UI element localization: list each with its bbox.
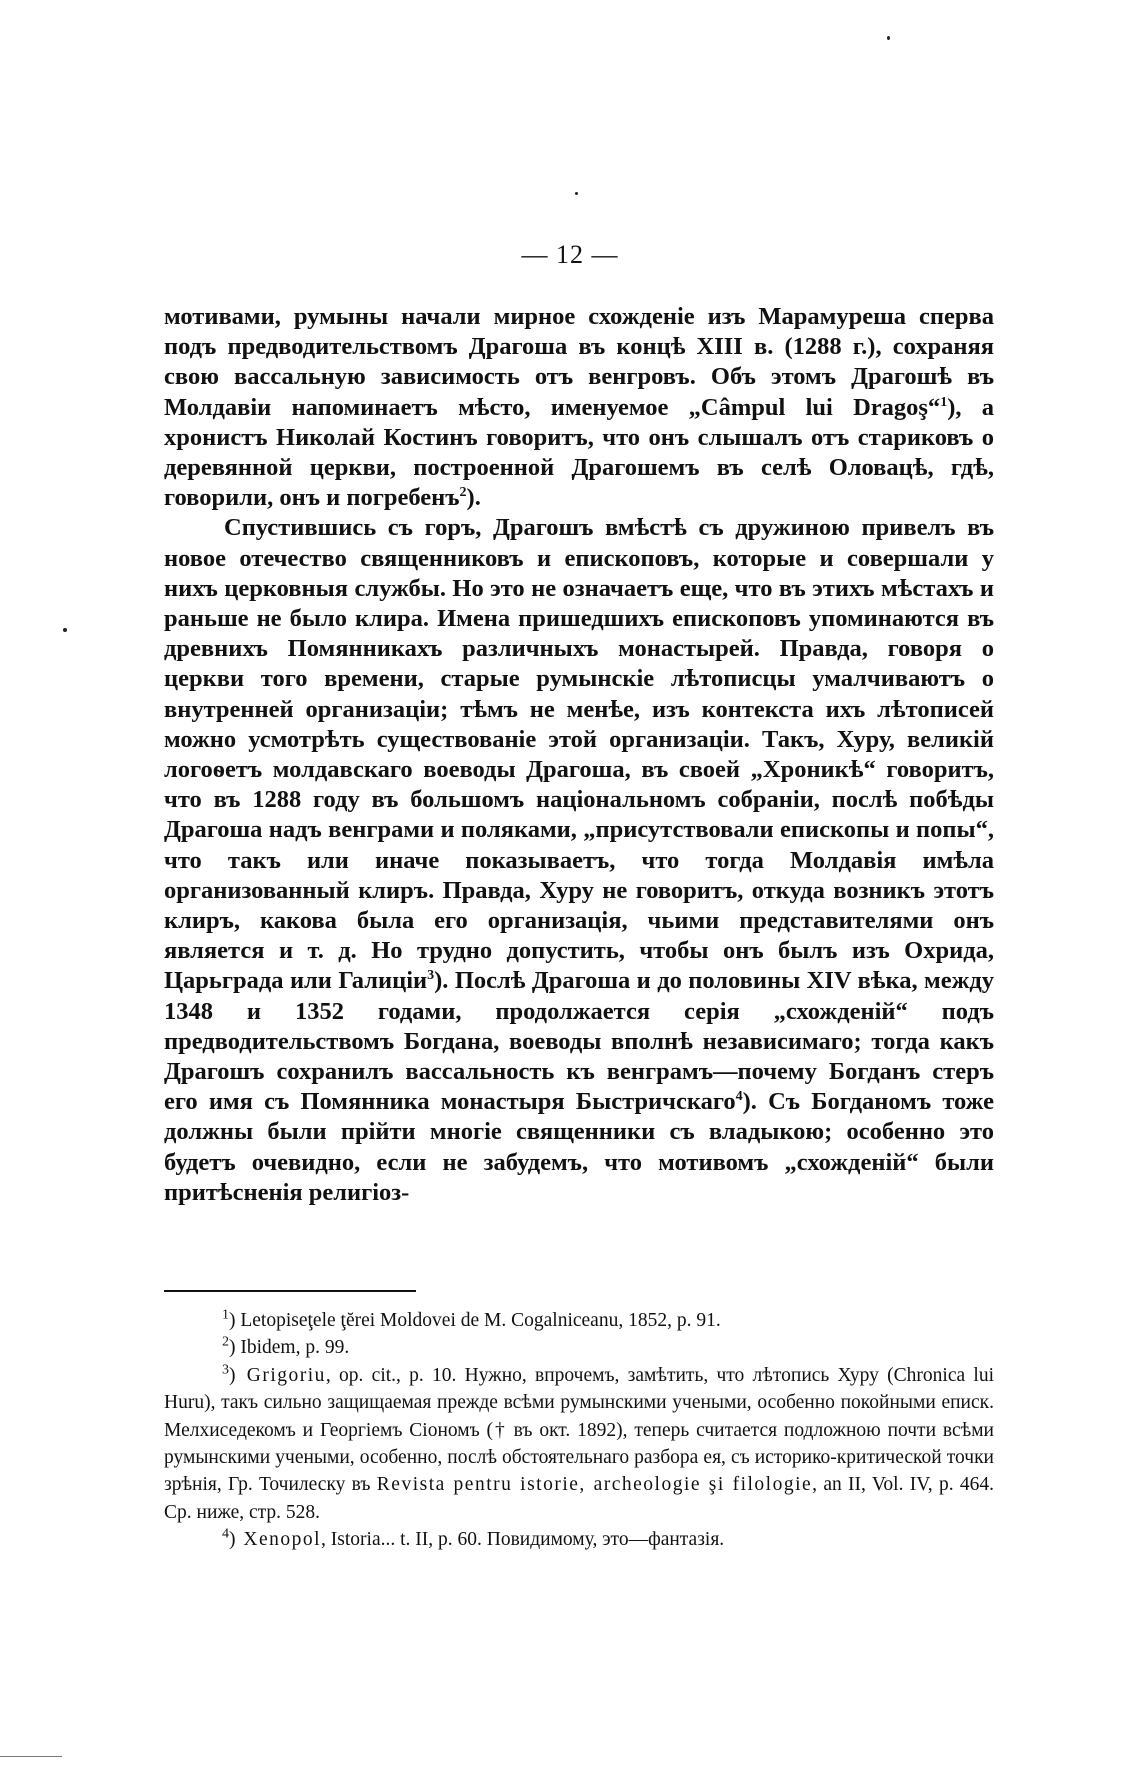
scan-speck bbox=[63, 628, 67, 632]
footnote-4-mark: 4 bbox=[222, 1526, 229, 1542]
footnote-ref-3: 3 bbox=[427, 968, 435, 984]
scan-speck bbox=[575, 192, 578, 195]
paragraph-1-text-a: мотивами, румыны начали мирное схожденіе изъ Марамуреша сперва подъ предводительствомъ Драгоша въ концѣ XIII в. (1288 г.), сохраняя свою вассальную зависимость отъ венгровъ. Объ этомъ Драгошѣ въ Молдавіи напоминаетъ мѣсто, именуемое „Câmpul lui Dragoş“ bbox=[164, 303, 994, 421]
footnotes bbox=[164, 1307, 994, 1554]
footnote-divider bbox=[164, 1290, 416, 1292]
footnote-1-text: ) Letopiseţele ţĕrei Moldovei de M. Cogalniceanu, 1852, p. 91. bbox=[229, 1310, 721, 1331]
paragraph-2-text-b: ). Послѣ Драгоша и до половины XIV вѣка, между 1348 и 1352 годами, продолжается серія „схожденій“ подъ предводительствомъ Богдана, воеводы вполнѣ независимаго; тогда какъ Драгошъ сохранилъ вассальность къ венграмъ—почему Богданъ стеръ его имя съ Помянника монастыря Быстричскаго bbox=[164, 967, 994, 1116]
footnote-2-mark: 2 bbox=[222, 1334, 229, 1350]
footnote-1 bbox=[164, 1307, 994, 1334]
paragraph-1-text-b: ), а хронистъ Николай Костинъ говоритъ, что онъ слышалъ отъ стариковъ о деревянной церкви, построенной Драгошемъ въ селѣ Оловацѣ, гдѣ, говорили, онъ и погребенъ bbox=[164, 393, 994, 512]
main-text bbox=[164, 302, 994, 1208]
paragraph-1 bbox=[164, 302, 994, 513]
footnote-4-text: , Istoria... t. II, p. 60. Повидимому, это—фантазія. bbox=[321, 1529, 725, 1551]
paragraph-2-text-a: Спустившись съ горъ, Драгошъ вмѣстѣ съ дружиною привелъ въ новое отечество священниковъ и епископовъ, которые и совершали у нихъ церковныя службы. Но это не означаетъ еще, что въ этихъ мѣстахъ и раньше не было клира. Имена пришедшихъ епископовъ упоминаются въ древнихъ Помянникахъ различныхъ монастырей. Правда, говоря о церкви того времени, старые румынскіе лѣтописцы умалчиваютъ о внутренней организаціи; тѣмъ не менѣе, изъ контекста ихъ лѣтописей можно усмотрѣть существованіе этой организаціи. Такъ, Хуру, великій логоѳетъ молдавскаго воеводы Драгоша, въ своей „Хроникѣ“ говоритъ, что въ 1288 году въ большомъ національномъ собраніи, послѣ побѣды Драгоша надъ венграми и поляками, „присутствовали епископы и попы“, что такъ или иначе показываетъ, что тогда Молдавія имѣла организованный клиръ. Правда, Хуру не говоритъ, откуда возникъ этотъ клиръ, какова была его организація, чьими представителями онъ является и т. д. Но трудно допустить, чтобы онъ былъ изъ Охрида, Царьграда или Галиціи bbox=[164, 514, 994, 995]
footnote-3-mark: 3 bbox=[222, 1362, 229, 1378]
footnote-3 bbox=[164, 1362, 994, 1526]
footnote-3-journal: Revista pentru istorie, archeologie şi filologie bbox=[376, 1474, 813, 1496]
footnote-ref-2: 2 bbox=[459, 485, 467, 501]
footnote-1-mark: 1 bbox=[222, 1307, 229, 1323]
page-number: — 12 — bbox=[521, 240, 619, 269]
paragraph-2 bbox=[164, 513, 994, 1208]
footnote-2-text: ) Ibidem, p. 99. bbox=[229, 1337, 350, 1359]
footnote-3-text-b: , an II, Vol. IV, p. 464. Ср. ниже, стр. 528. bbox=[164, 1474, 994, 1523]
paragraph-2-text-c: ). Съ Богданомъ тоже должны были прійти многіе священники съ владыкою; особенно это будетъ очевидно, если не забудемъ, что мотивомъ „схожденій“ были притѣсненія религіоз- bbox=[164, 1088, 994, 1206]
scan-edge-line bbox=[0, 1756, 62, 1757]
footnote-4 bbox=[164, 1526, 994, 1553]
footnote-ref-1: 1 bbox=[940, 394, 948, 410]
footnote-2 bbox=[164, 1334, 994, 1361]
footnote-3-author: ) Grigoriu bbox=[229, 1364, 326, 1386]
paragraph-1-text-c: ). bbox=[466, 484, 481, 512]
footnote-ref-4: 4 bbox=[735, 1089, 743, 1105]
footnote-4-author: ) Xenopol bbox=[229, 1529, 322, 1551]
footnote-3-text: , op. cit., p. 10. Нужно, впрочемъ, замѣтить, что лѣтопись Хуру (Chronica lui Huru), такъ сильно защищаемая прежде всѣми румынскими учеными, особенно покойными еписк. Мелхиседекомъ и Георгіемъ Сіономъ († въ окт. 1892), теперь считается подложною почти всѣми румынскими учеными, особенно, послѣ обстоятельнаго разбора ея, съ историко-критической точки зрѣнія, Гр. Точилеску въ bbox=[164, 1364, 994, 1496]
scan-speck bbox=[887, 36, 890, 40]
